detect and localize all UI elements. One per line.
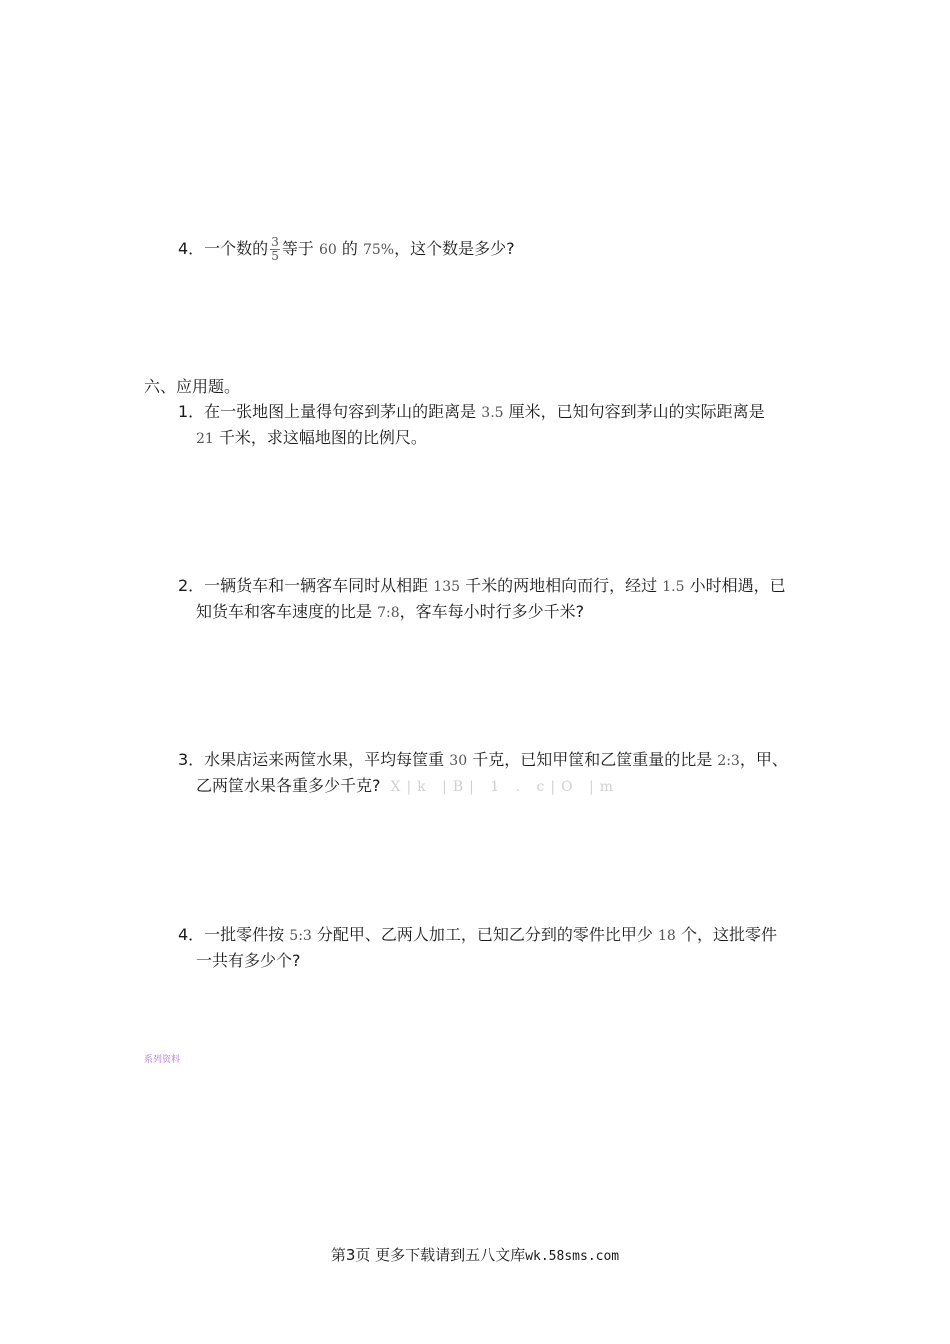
q6-4-line2 [196,951,301,971]
section-title: 六、应用题。 [144,377,241,396]
q6-4-text-a: 4．一批零件按 [178,925,285,944]
q5-4-prefix: 4．一个数的 [178,239,269,258]
q5-4-text2: 的 [341,239,358,258]
q6-2-line1 [178,576,786,597]
footer-text: 第3页 更多下载请到五八文库 [330,1246,526,1264]
q6-2-text-c: 小时相遇，已 [689,576,786,595]
q5-4-line [178,236,515,263]
q6-3-line1 [178,750,788,771]
q6-2-number2: 1.5 [662,579,685,595]
fraction-denominator: 5 [271,249,279,263]
q6-2-line2 [196,602,584,623]
q6-2-text-a: 2．一辆货车和一辆客车同时从相距 [178,576,429,595]
q6-4-text-c: 个，这批零件 [680,925,777,944]
q6-4-line1 [178,925,777,946]
q6-4-number2: 18 [658,928,676,944]
q6-4-text-b: 分配甲、乙两人加工，已知乙分到的零件比甲少 [316,925,653,944]
q6-1-text-b: 厘米，已知句容到茅山的实际距离是 [508,402,765,421]
q6-4-text-d: 一共有多少个? [196,951,301,970]
page-footer [0,1244,950,1265]
series-link[interactable]: 系列资料 [144,1055,181,1065]
q6-2-text-e: ，客车每小时行多少千米? [399,602,585,621]
q6-3-text-c: ，甲、 [739,750,788,769]
q6-3-number2: 2:3 [717,753,740,769]
q6-1-text-c: 千米，求这幅地图的比例尺。 [218,428,427,447]
q6-2-text-d: 知货车和客车速度的比是 [196,602,373,621]
q6-3-text-d: 乙两筐水果各重多少千克? [196,776,381,795]
q5-4-text1: 等于 [281,239,314,258]
q5-4-number2: 75% [362,242,395,258]
q6-1-number: 3.5 [481,405,504,421]
fraction-numerator: 3 [271,235,279,249]
inline-watermark: X|k |B| 1 . c|O |m [390,779,620,795]
q6-3-text-b: 千克，已知甲筐和乙筐重量的比是 [472,750,713,769]
q6-1-number2: 21 [196,431,214,447]
q6-2-text-b: 千米的两地相向而行，经过 [465,576,658,595]
q6-3-line2 [196,776,619,797]
q6-3-text-a: 3．水果店运来两筐水果，平均每筐重 [178,750,445,769]
q6-1-line2 [196,428,427,449]
q5-4-text3: ，这个数是多少? [394,239,515,258]
q6-1-text-a: 1．在一张地图上量得句容到茅山的距离是 [178,402,477,421]
q6-2-number1: 135 [433,579,461,595]
q5-4-number1: 60 [318,242,337,258]
q6-3-number1: 30 [449,753,468,769]
q6-2-number3: 7:8 [377,605,400,621]
fraction [270,236,280,263]
q6-4-number1: 5:3 [289,928,312,944]
q6-1-line1 [178,402,765,423]
footer-url[interactable]: wk.58sms.com [525,1249,620,1264]
